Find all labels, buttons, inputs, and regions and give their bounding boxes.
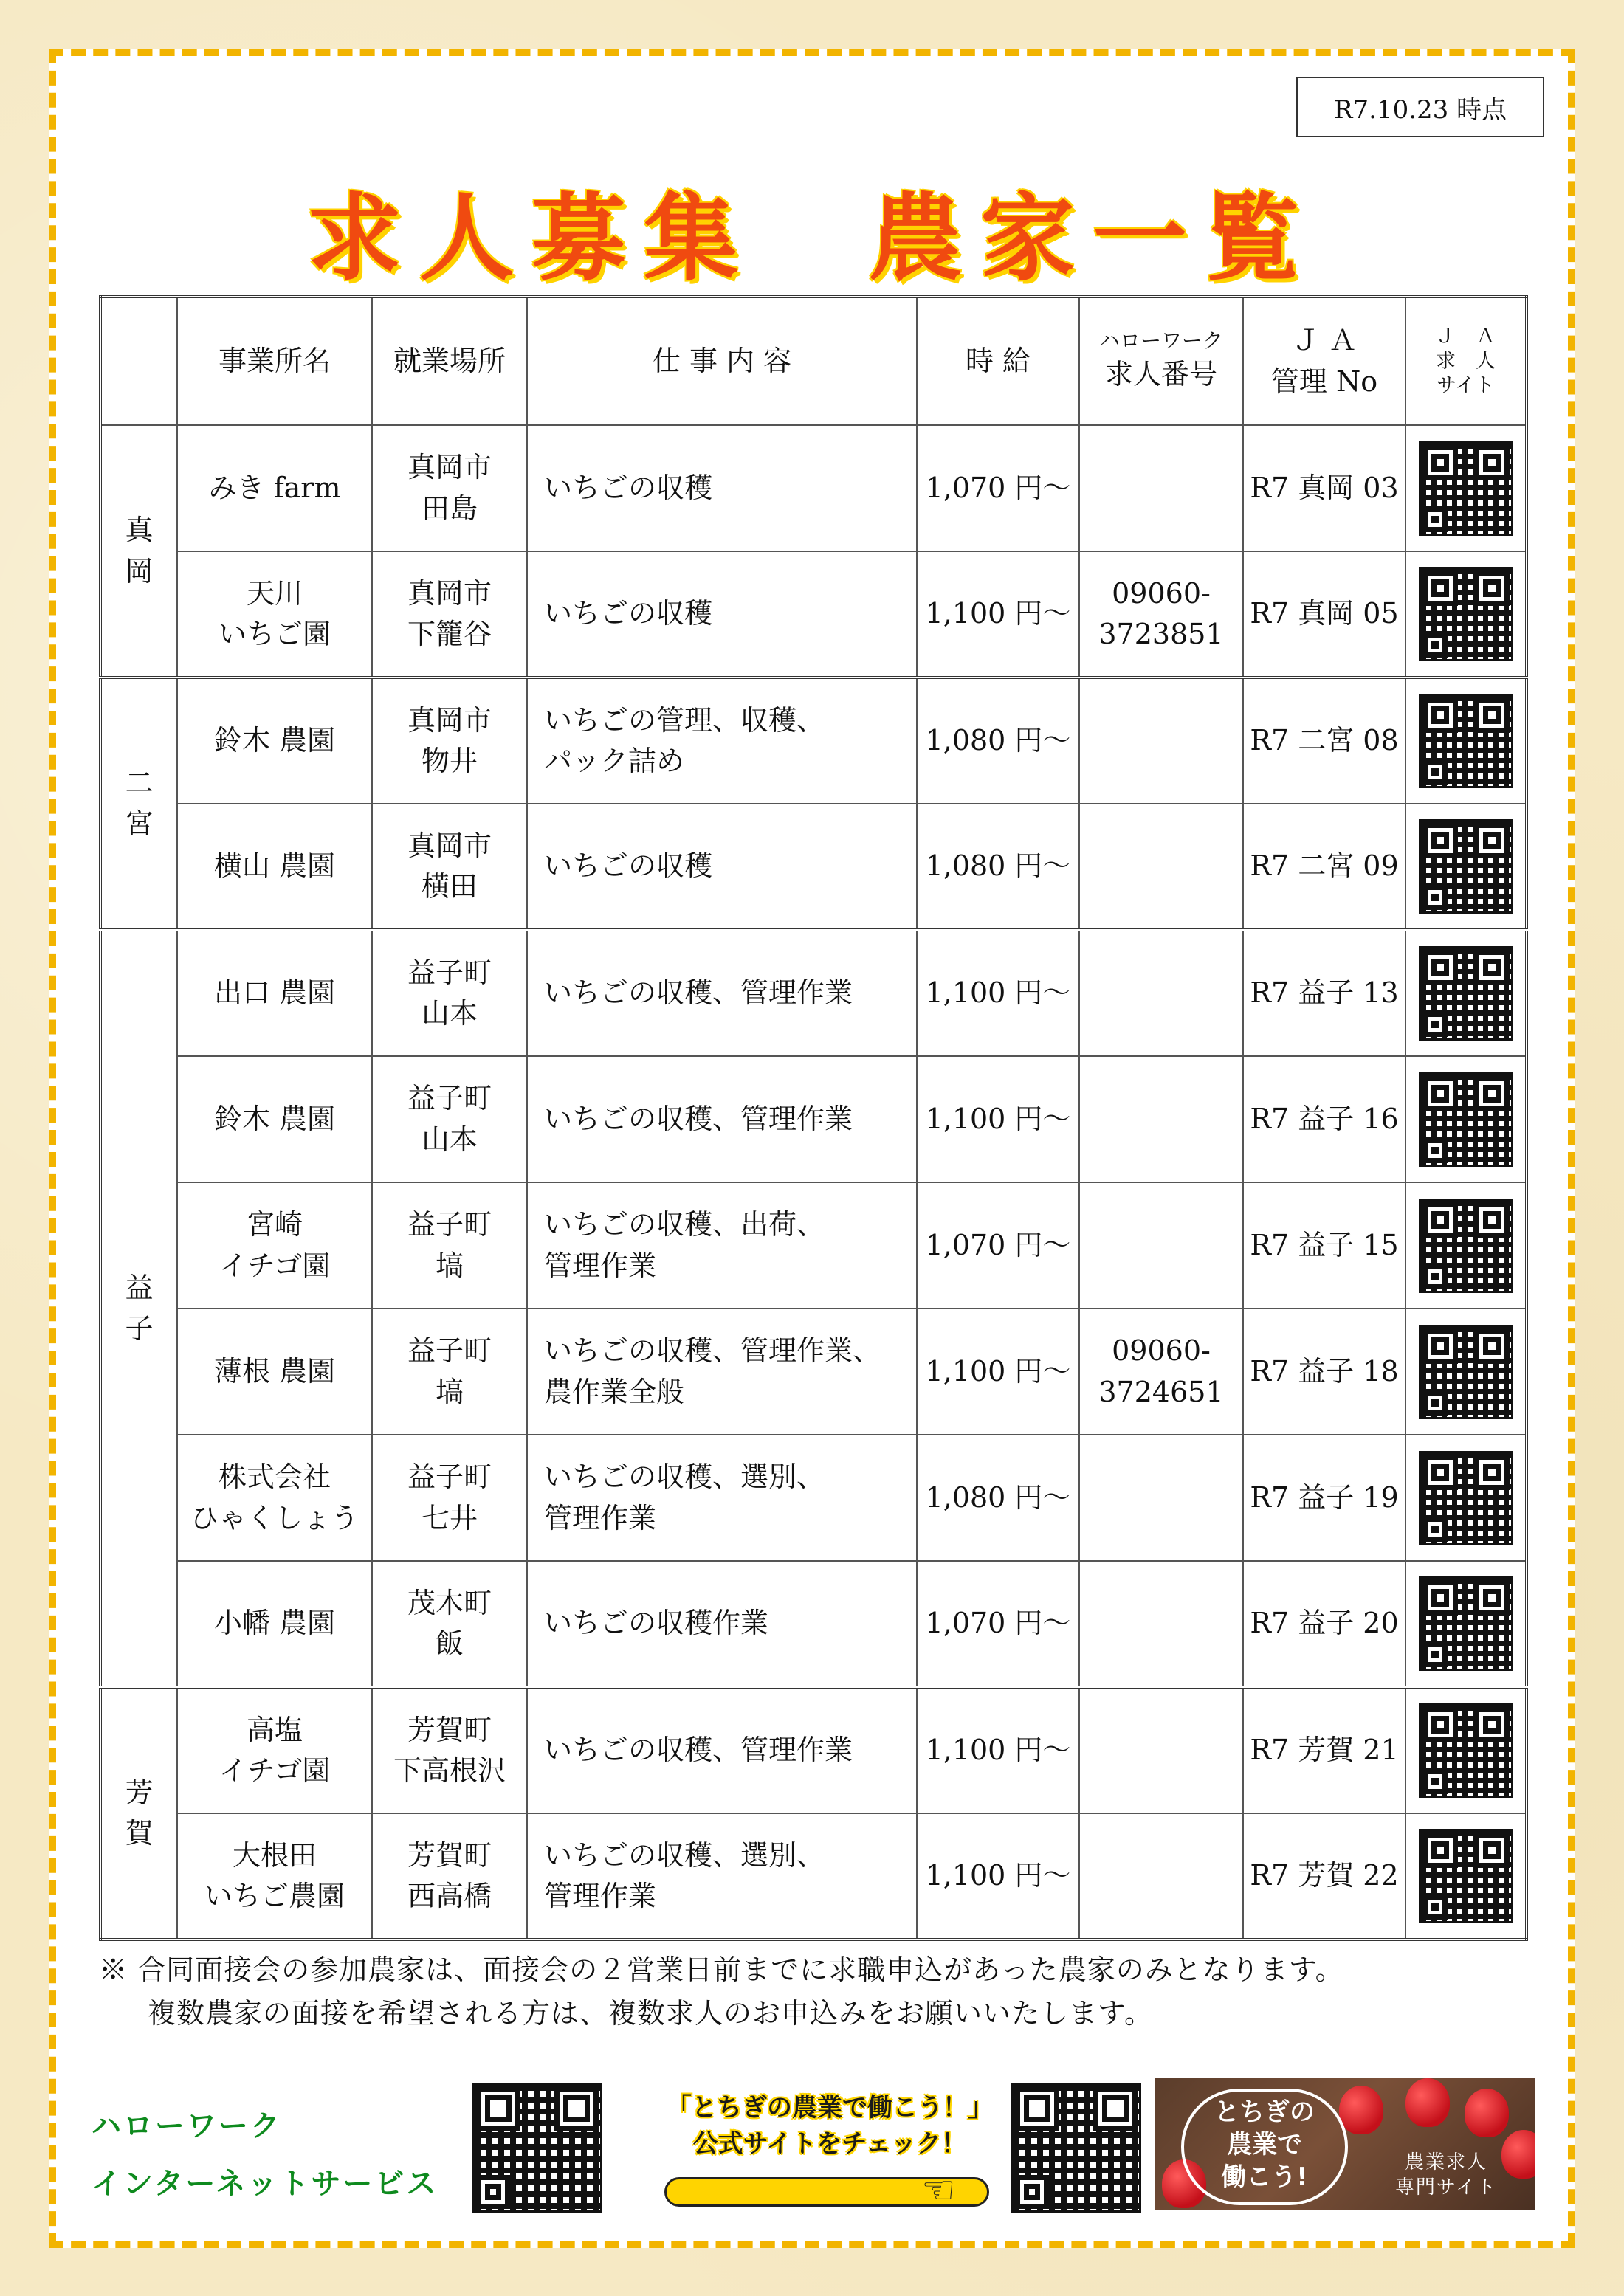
office-cell [177,1687,372,1813]
qr-code-icon[interactable] [1419,1576,1513,1671]
task-cell [527,1813,917,1940]
page-title: 求人募集 農家一覧 [306,184,1317,294]
location-cell [372,1182,527,1309]
cell-line: 3724651 [1098,1375,1224,1408]
office-cell [177,678,372,804]
cell-line: 田島 [421,492,478,525]
note-line-1: ※ 合同面接会の参加農家は、面接会の２営業日前までに求職申込があった農家のみとなります。 [99,1954,1344,1986]
hellowork-number-cell [1079,425,1243,551]
hellowork-number-cell [1079,930,1243,1056]
region-char: 子 [125,1312,154,1345]
office-cell [177,425,372,551]
qr-code-icon[interactable] [1419,694,1513,788]
location-cell [372,1813,527,1940]
wage-cell: 1,070 円〜 [917,425,1079,551]
cell-line: 管理作業 [544,1249,657,1282]
header-ja-top: Ｊ Ａ [1291,324,1358,357]
header-ja [1243,297,1405,425]
task-cell [527,804,917,930]
cell-line: 農作業全般 [544,1375,685,1408]
pointing-hand-icon: ☜ [921,2168,956,2213]
location-cell [372,1435,527,1561]
region-cell [100,930,177,1687]
job-listing-table [99,295,1528,1941]
ja-number-cell: R7 益子 16 [1243,1056,1405,1182]
wage-cell: 1,100 円〜 [917,1309,1079,1435]
cell-line: 宮崎 [246,1208,303,1241]
table-row [100,804,1527,930]
qr-finder-mark [1422,1895,1448,1920]
qr-finder-mark [1422,1264,1448,1289]
table-row [100,1561,1527,1687]
region-cell [100,678,177,930]
header-site [1405,297,1527,425]
cell-line: パック詰め [544,745,685,777]
cell-line: イチゴ園 [219,1249,331,1282]
table-row [100,1435,1527,1561]
location-cell [372,804,527,930]
location-cell [372,1687,527,1813]
cell-line: 塙 [435,1375,464,1408]
hellowork-number-cell [1079,1309,1243,1435]
location-cell [372,930,527,1056]
cell-line: 益子町 [407,1334,492,1368]
ja-number-cell: R7 益子 15 [1243,1182,1405,1309]
qr-finder-mark [1422,759,1448,785]
header-task: 仕 事 内 容 [527,297,917,425]
agri-jobs-caption-2: 専門サイト [1394,2176,1498,2199]
task-cell [527,1687,917,1813]
wage-cell: 1,100 円〜 [917,1813,1079,1940]
ja-site-qr-cell [1405,804,1527,930]
hellowork-number-cell [1079,1687,1243,1813]
qr-finder-mark [1422,1138,1448,1163]
cell-line: 茂木町 [407,1586,492,1619]
header-region [100,297,177,425]
note-line-2: 複数農家の面接を希望される方は、複数求人のお申込みをお願いいたします。 [148,1996,1153,2030]
qr-code-icon[interactable] [1419,1703,1513,1798]
cell-line: イチゴ園 [219,1754,331,1787]
table-row [100,1056,1527,1182]
region-char: 岡 [125,554,154,587]
cell-line: 七井 [421,1501,478,1534]
header-site-2: 求 人 [1436,349,1496,373]
hellowork-line-1: ハローワーク [92,2109,282,2143]
hellowork-number-cell [1079,1056,1243,1182]
table-row [100,930,1527,1056]
cell-line: いちごの収穫 [544,597,713,630]
table-header-row [100,297,1527,425]
job-table-body [100,425,1527,1940]
region-char: 芳 [125,1776,154,1809]
cell-line: 出口 農園 [213,976,336,1010]
ja-site-qr-cell [1405,930,1527,1056]
cell-line: 益子町 [407,1461,492,1494]
task-cell [527,425,917,551]
banner-line-1: 「とちぎの農業で働こう！」 [667,2093,993,2123]
cell-line: 真岡市 [407,576,492,610]
region-cell [100,1687,177,1940]
hellowork-number-cell [1079,1182,1243,1309]
office-cell [177,930,372,1056]
qr-code-icon[interactable] [1419,441,1513,536]
cell-line: 真岡市 [407,829,492,862]
header-hellowork-label: 求人番号 [1104,358,1217,391]
ja-site-qr-cell [1405,678,1527,804]
cell-line: 09060- [1112,1334,1211,1368]
ja-site-qr-cell [1405,1056,1527,1182]
location-cell [372,1309,527,1435]
qr-finder-mark [1422,507,1448,532]
office-cell [177,804,372,930]
ja-number-cell: R7 真岡 05 [1243,551,1405,678]
header-site-1: Ｊ Ａ [1436,324,1496,348]
cell-line: 横田 [421,870,478,903]
ja-number-cell: R7 益子 13 [1243,930,1405,1056]
wage-cell: 1,070 円〜 [917,1561,1079,1687]
cell-line: いちご園 [218,618,331,650]
region-char: 二 [125,766,154,799]
qr-code-icon[interactable] [1419,946,1513,1041]
hellowork-label [92,2097,475,2213]
office-cell [177,1182,372,1309]
ja-site-qr-cell [1405,1435,1527,1561]
strawberry-icon [1465,2089,1509,2137]
cell-line: いちごの収穫作業 [544,1607,769,1640]
cell-line: 塙 [435,1249,464,1282]
office-cell [177,1056,372,1182]
task-cell [527,1182,917,1309]
qr-finder-mark [1422,1642,1448,1667]
table-row [100,1182,1527,1309]
cell-line: 真岡市 [407,703,492,737]
task-cell [527,930,917,1056]
cell-line: 管理作業 [544,1880,657,1912]
region-char: 賀 [125,1817,154,1849]
wage-cell: 1,070 円〜 [917,1182,1079,1309]
location-cell [372,1056,527,1182]
qr-code-icon[interactable] [1419,1325,1513,1419]
cell-line: いちごの収穫、管理作業 [544,1102,853,1135]
table-row [100,425,1527,551]
cell-line: 3723851 [1098,618,1224,650]
cell-line: 09060- [1112,576,1211,610]
cell-line: いちごの収穫 [544,471,713,504]
cell-line: いちご農園 [204,1880,345,1912]
as-of-date: R7.10.23 時点 [1296,77,1544,137]
ja-number-cell: R7 芳賀 21 [1243,1687,1405,1813]
location-cell [372,425,527,551]
hellowork-qr-code-icon[interactable] [472,2083,602,2213]
cell-line: 薄根 農園 [213,1354,336,1387]
agri-jobs-caption [1369,2151,1524,2201]
qr-finder-mark [1422,1769,1448,1794]
header-office: 事業所名 [177,297,372,425]
wage-cell: 1,100 円〜 [917,551,1079,678]
cell-line: 天川 [246,576,303,610]
cell-line: 物井 [421,745,478,777]
qr-finder-mark [1422,1012,1448,1037]
qr-finder-mark [1422,885,1448,910]
wage-cell: 1,080 円〜 [917,804,1079,930]
cell-line: 芳賀町 [407,1838,492,1872]
qr-code-icon[interactable] [1419,1451,1513,1545]
header-hellowork [1079,297,1243,425]
location-cell [372,678,527,804]
cell-line: いちごの収穫、出荷、 [544,1208,825,1241]
ja-number-cell: R7 真岡 03 [1243,425,1405,551]
task-cell [527,1561,917,1687]
header-site-3: サイト [1436,374,1496,398]
cell-line: 益子町 [407,1082,492,1115]
agri-jobs-logo-1: とちぎの [1214,2097,1315,2127]
ja-number-cell: R7 二宮 09 [1243,804,1405,930]
qr-finder-mark [1422,632,1448,658]
ja-number-cell: R7 芳賀 22 [1243,1813,1405,1940]
wage-cell: 1,100 円〜 [917,930,1079,1056]
ja-number-cell: R7 益子 19 [1243,1435,1405,1561]
cell-line: 管理作業 [544,1501,657,1534]
cell-line: 鈴木 農園 [213,1102,336,1135]
cell-line: 飯 [435,1627,464,1660]
agri-jobs-logo [1181,2089,1348,2205]
official-site-banner[interactable] [656,2090,1004,2227]
ja-site-qr-cell [1405,1309,1527,1435]
cell-line: 山本 [421,1123,478,1156]
cell-line: いちごの管理、収穫、 [544,703,825,737]
task-cell [527,1435,917,1561]
region-char: 宮 [125,807,154,840]
hellowork-number-cell [1079,1813,1243,1940]
banner-line-2: 公式サイトをチェック！ [692,2129,967,2159]
agri-jobs-site-banner[interactable] [1155,2078,1535,2210]
strawberry-icon [1405,2078,1450,2127]
cell-line: いちごの収穫、選別、 [544,1838,825,1872]
task-cell [527,1056,917,1182]
cell-line: 真岡市 [407,451,492,484]
office-cell [177,1561,372,1687]
ja-number-cell: R7 益子 20 [1243,1561,1405,1687]
cell-line: ひゃくしょう [190,1501,359,1534]
region-char: 益 [125,1271,154,1304]
qr-code-icon[interactable] [1419,1829,1513,1923]
table-row [100,678,1527,804]
qr-code-icon[interactable] [1419,567,1513,661]
ja-number-cell: R7 二宮 08 [1243,678,1405,804]
ja-site-qr-cell [1405,1561,1527,1687]
cell-line: 株式会社 [218,1461,331,1494]
cell-line: 益子町 [407,956,492,989]
ja-site-qr-cell [1405,1687,1527,1813]
qr-code-icon[interactable] [1419,1072,1513,1167]
table-row [100,1813,1527,1940]
wage-cell: 1,080 円〜 [917,678,1079,804]
header-hellowork-small: ハローワーク [1098,328,1223,353]
ja-site-qr-cell [1405,1182,1527,1309]
office-cell [177,1435,372,1561]
official-site-qr-code-icon[interactable] [1011,2083,1141,2213]
task-cell [527,678,917,804]
region-char: 真 [125,514,154,547]
qr-finder-mark [1422,1517,1448,1542]
cell-line: 横山 農園 [213,849,336,883]
cell-line: 芳賀町 [407,1713,492,1746]
ja-number-cell: R7 益子 18 [1243,1309,1405,1435]
qr-finder-mark [1422,1390,1448,1416]
cell-line: 下高根沢 [393,1754,506,1787]
wage-cell: 1,100 円〜 [917,1687,1079,1813]
hellowork-number-cell [1079,551,1243,678]
wage-cell: 1,080 円〜 [917,1435,1079,1561]
location-cell [372,551,527,678]
hellowork-number-cell [1079,804,1243,930]
office-cell [177,1813,372,1940]
ja-site-qr-cell [1405,551,1527,678]
ja-site-qr-cell [1405,1813,1527,1940]
qr-code-icon[interactable] [1419,1199,1513,1293]
header-wage: 時 給 [917,297,1079,425]
hellowork-line-2: インターネットサービス [92,2167,438,2201]
cell-line: 大根田 [232,1838,317,1872]
table-row [100,551,1527,678]
cell-line: いちごの収穫、管理作業 [544,976,853,1010]
cell-line: 益子町 [407,1208,492,1241]
cell-line: いちごの収穫、管理作業 [544,1734,853,1767]
qr-code-icon[interactable] [1419,819,1513,914]
agri-jobs-logo-3: 働こう! [1221,2162,1308,2193]
strawberry-icon [1339,2086,1383,2134]
cell-line: いちごの収穫 [544,849,713,883]
cell-line: いちごの収穫、管理作業、 [544,1334,881,1368]
wage-cell: 1,100 円〜 [917,1056,1079,1182]
cell-line: 西高橋 [407,1880,492,1912]
location-cell [372,1561,527,1687]
cell-line: 小幡 農園 [213,1607,336,1640]
ja-site-qr-cell [1405,425,1527,551]
cell-line: 山本 [421,997,478,1030]
task-cell [527,551,917,678]
table-row [100,1309,1527,1435]
cell-line: 高塩 [246,1713,303,1746]
hellowork-number-cell [1079,1561,1243,1687]
hellowork-number-cell [1079,1435,1243,1561]
hellowork-number-cell [1079,678,1243,804]
agri-jobs-logo-2: 農業で [1227,2130,1302,2160]
task-cell [527,1309,917,1435]
cell-line: みき farm [208,471,341,504]
cell-line: 下籠谷 [407,618,492,650]
cell-line: いちごの収穫、選別、 [544,1461,825,1494]
table-row [100,1687,1527,1813]
office-cell [177,551,372,678]
cell-line: 鈴木 農園 [213,724,336,757]
office-cell [177,1309,372,1435]
header-ja-label: 管理 No [1270,365,1378,398]
region-cell [100,425,177,678]
header-location: 就業場所 [372,297,527,425]
agri-jobs-caption-1: 農業求人 [1404,2151,1487,2173]
notes [99,1948,1546,2035]
